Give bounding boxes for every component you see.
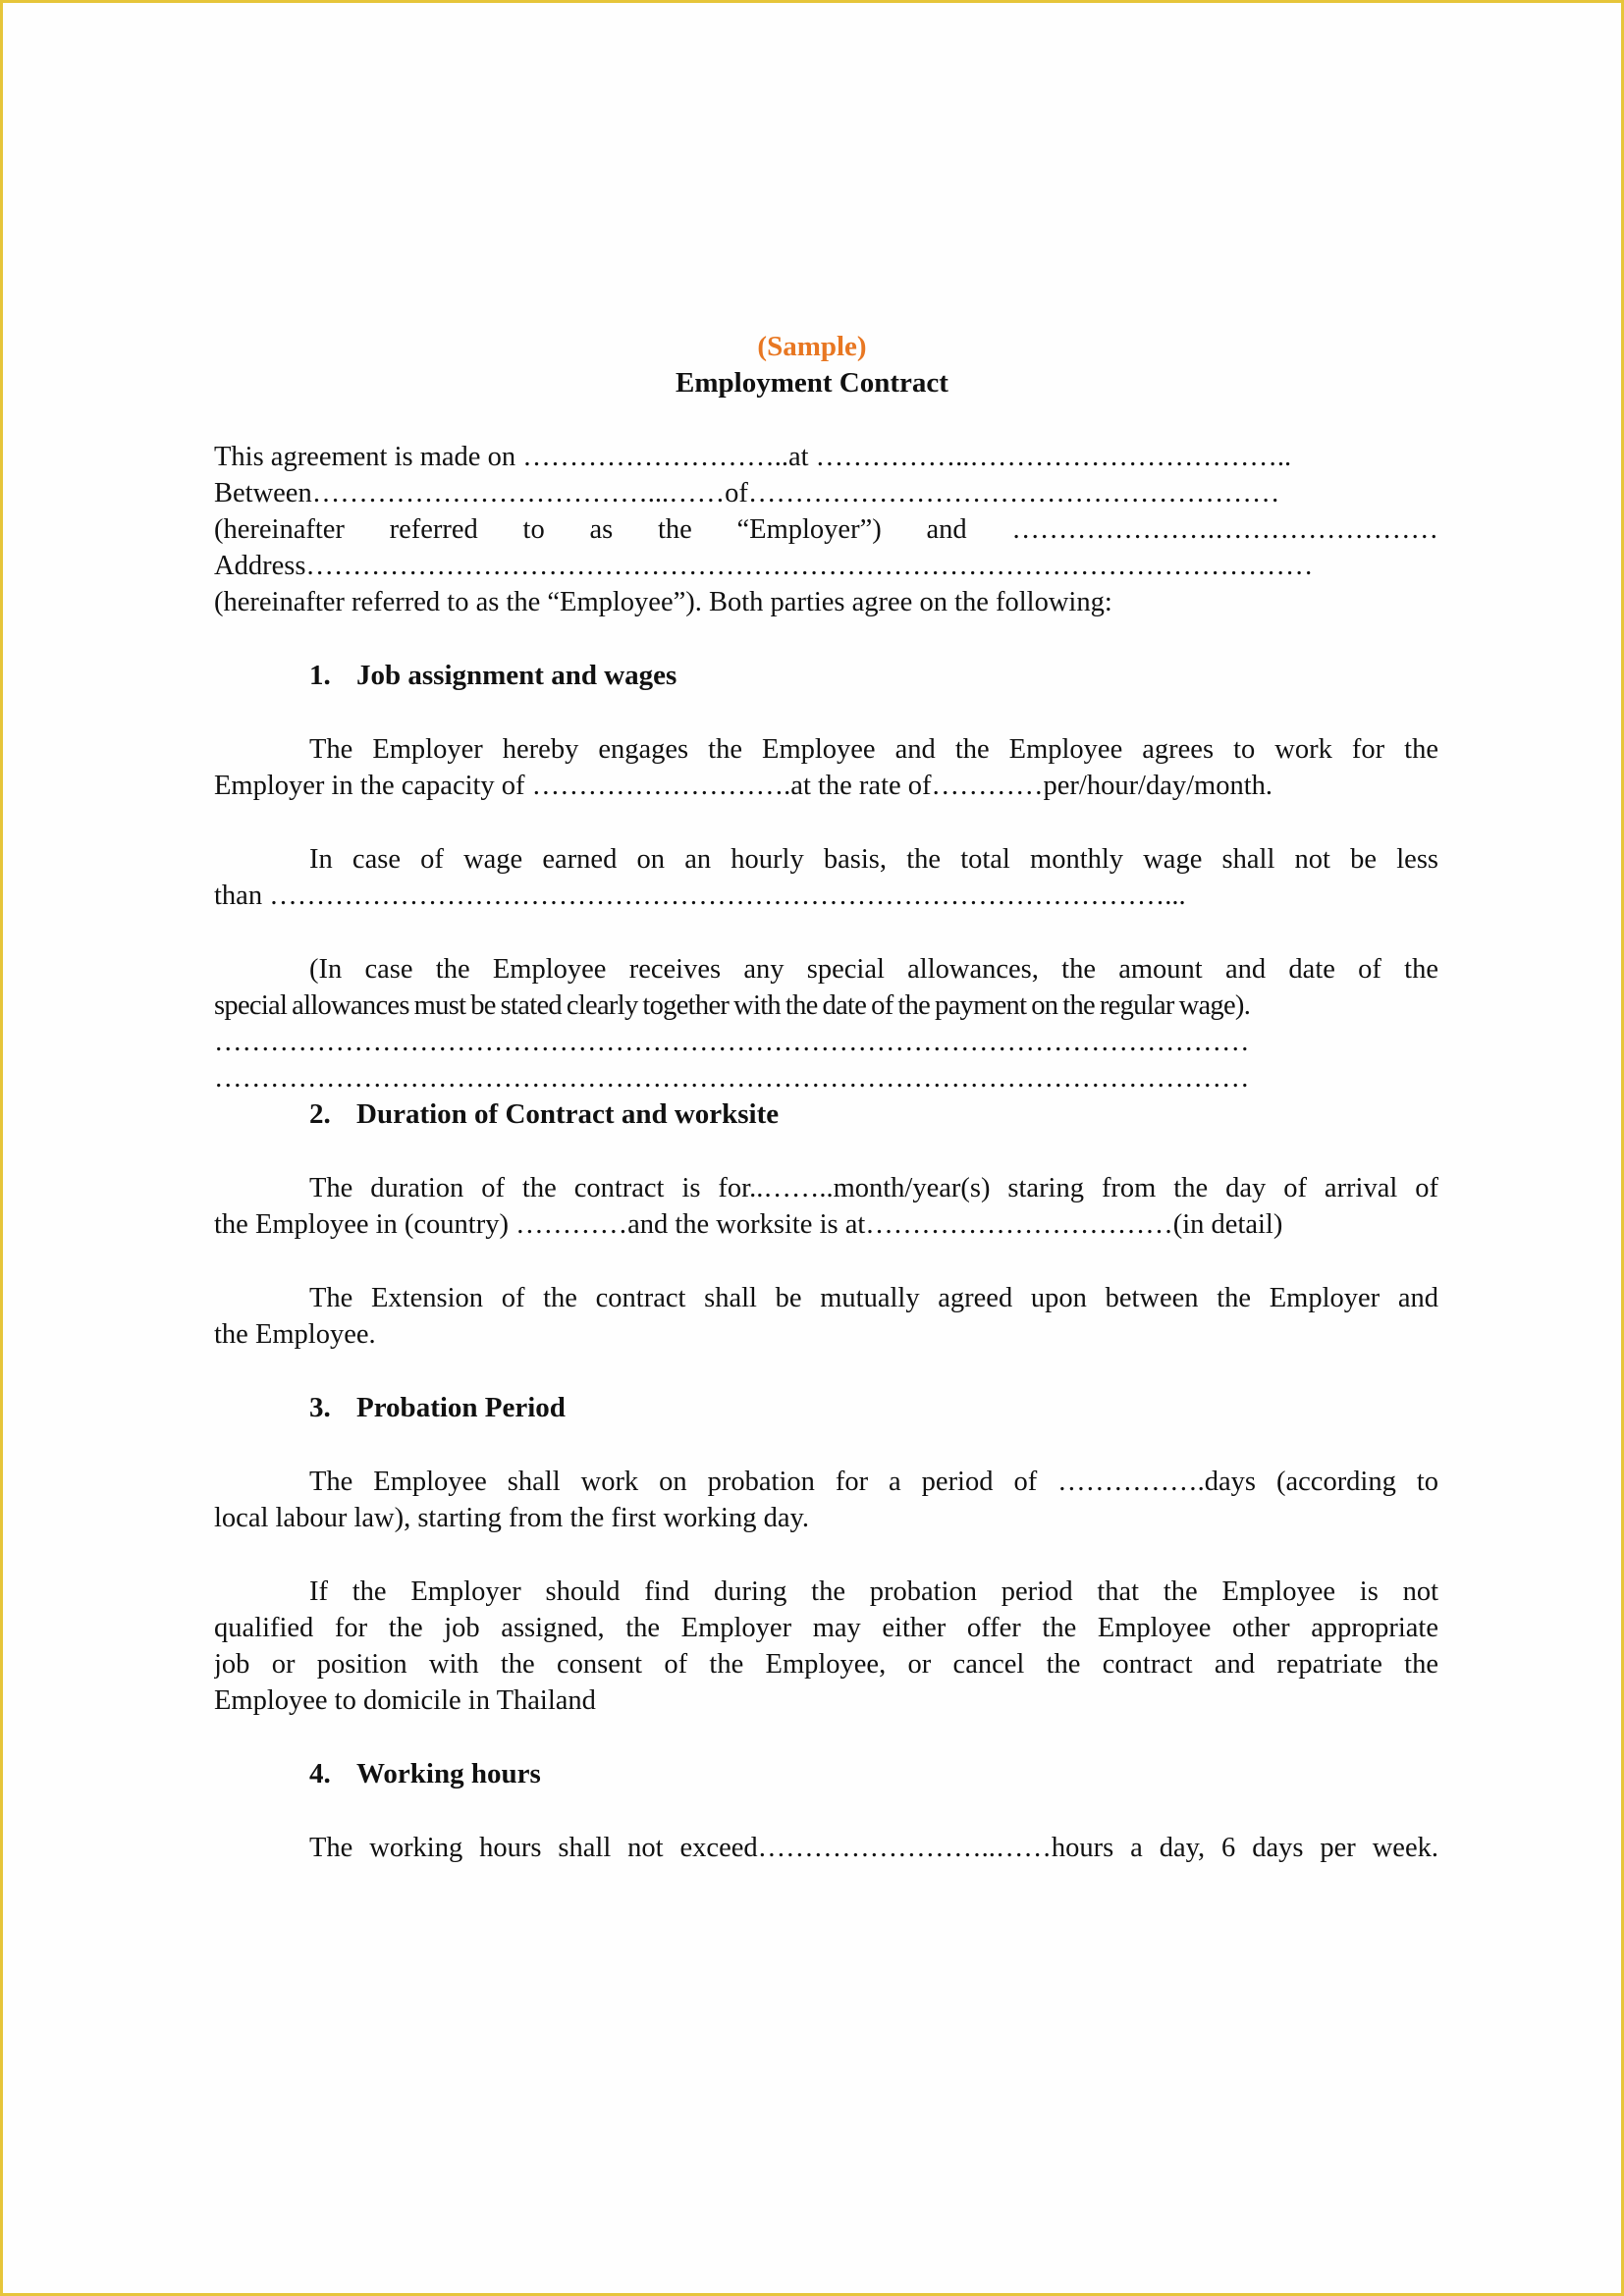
section-title: Probation Period: [356, 1392, 566, 1423]
paragraph-line: The Extension of the contract shall be mutually agreed upon between the Employer and: [309, 1283, 1438, 1313]
blank-dotted-line: …………………………………………………………………………………………………: [214, 1063, 1250, 1094]
paragraph-line: than ……………………………………………………………………………………...: [214, 881, 1186, 911]
section-heading-working-hours: [309, 1756, 1438, 1795]
paragraph-line: In case of wage earned on an hourly basis, the total monthly wage shall not be less: [309, 844, 1438, 875]
paragraph-line: the Employee in (country) …………and the worksite is at……………………………(in detail): [214, 1209, 1283, 1240]
document-title: Employment Contract: [676, 367, 948, 399]
paragraph-line: Employer in the capacity of ……………………….at the rate of…………per/hour/day/month.: [214, 771, 1273, 801]
section-heading-duration: [309, 1096, 1438, 1136]
section-number: 3.: [309, 1392, 331, 1423]
paragraph-line: (In case the Employee receives any special allowances, the amount and date of the: [309, 954, 1438, 985]
intro-line-between: Between………………………………...……of…………………………………………………: [214, 478, 1280, 508]
section-heading-job-assignment: [309, 658, 1438, 697]
section-title: Duration of Contract and worksite: [356, 1098, 780, 1130]
paragraph-line: special allowances must be stated clearly together with the date of the payment on the regular wage).: [214, 990, 1251, 1021]
paragraph-line: The Employer hereby engages the Employee and the Employee agrees to work for the: [309, 734, 1438, 765]
blank-dotted-line: …………………………………………………………………………………………………: [214, 1027, 1250, 1057]
paragraph-line: local labour law), starting from the first working day.: [214, 1503, 809, 1533]
paragraph-line: qualified for the job assigned, the Employer may either offer the Employee other appropriate: [214, 1613, 1438, 1643]
paragraph-line: The duration of the contract is for..……..month/year(s) staring from the day of arrival of: [309, 1173, 1438, 1203]
section-number: 2.: [309, 1098, 331, 1130]
paragraph-line: If the Employer should find during the probation period that the Employee is not: [309, 1576, 1438, 1607]
sample-label: (Sample): [757, 331, 867, 362]
paragraph-line: job or position with the consent of the Employee, or cancel the contract and repatriate the: [214, 1649, 1438, 1680]
section-title: Job assignment and wages: [356, 660, 677, 691]
intro-line-employee: (hereinafter referred to as the “Employee”). Both parties agree on the following:: [214, 587, 1112, 617]
section-heading-probation: [309, 1390, 1438, 1429]
section-number: 1.: [309, 660, 331, 691]
paragraph-line: The Employee shall work on probation for a period of …………….days (according to: [309, 1467, 1438, 1497]
section-title: Working hours: [356, 1758, 541, 1789]
intro-line-employer: (hereinafter referred to as the “Employer”) and ………………….……………………: [214, 514, 1438, 545]
section-number: 4.: [309, 1758, 331, 1789]
paragraph-line: Employee to domicile in Thailand: [214, 1685, 596, 1716]
intro-line-address: Address………………………………………………………………………………………………: [214, 551, 1314, 581]
intro-line-date: This agreement is made on ………………………..at ……………..……………………………..: [214, 442, 1292, 472]
paragraph-line: The working hours shall not exceed……………………..……hours a day, 6 days per week.: [309, 1833, 1438, 1863]
paragraph-line: the Employee.: [214, 1319, 376, 1350]
